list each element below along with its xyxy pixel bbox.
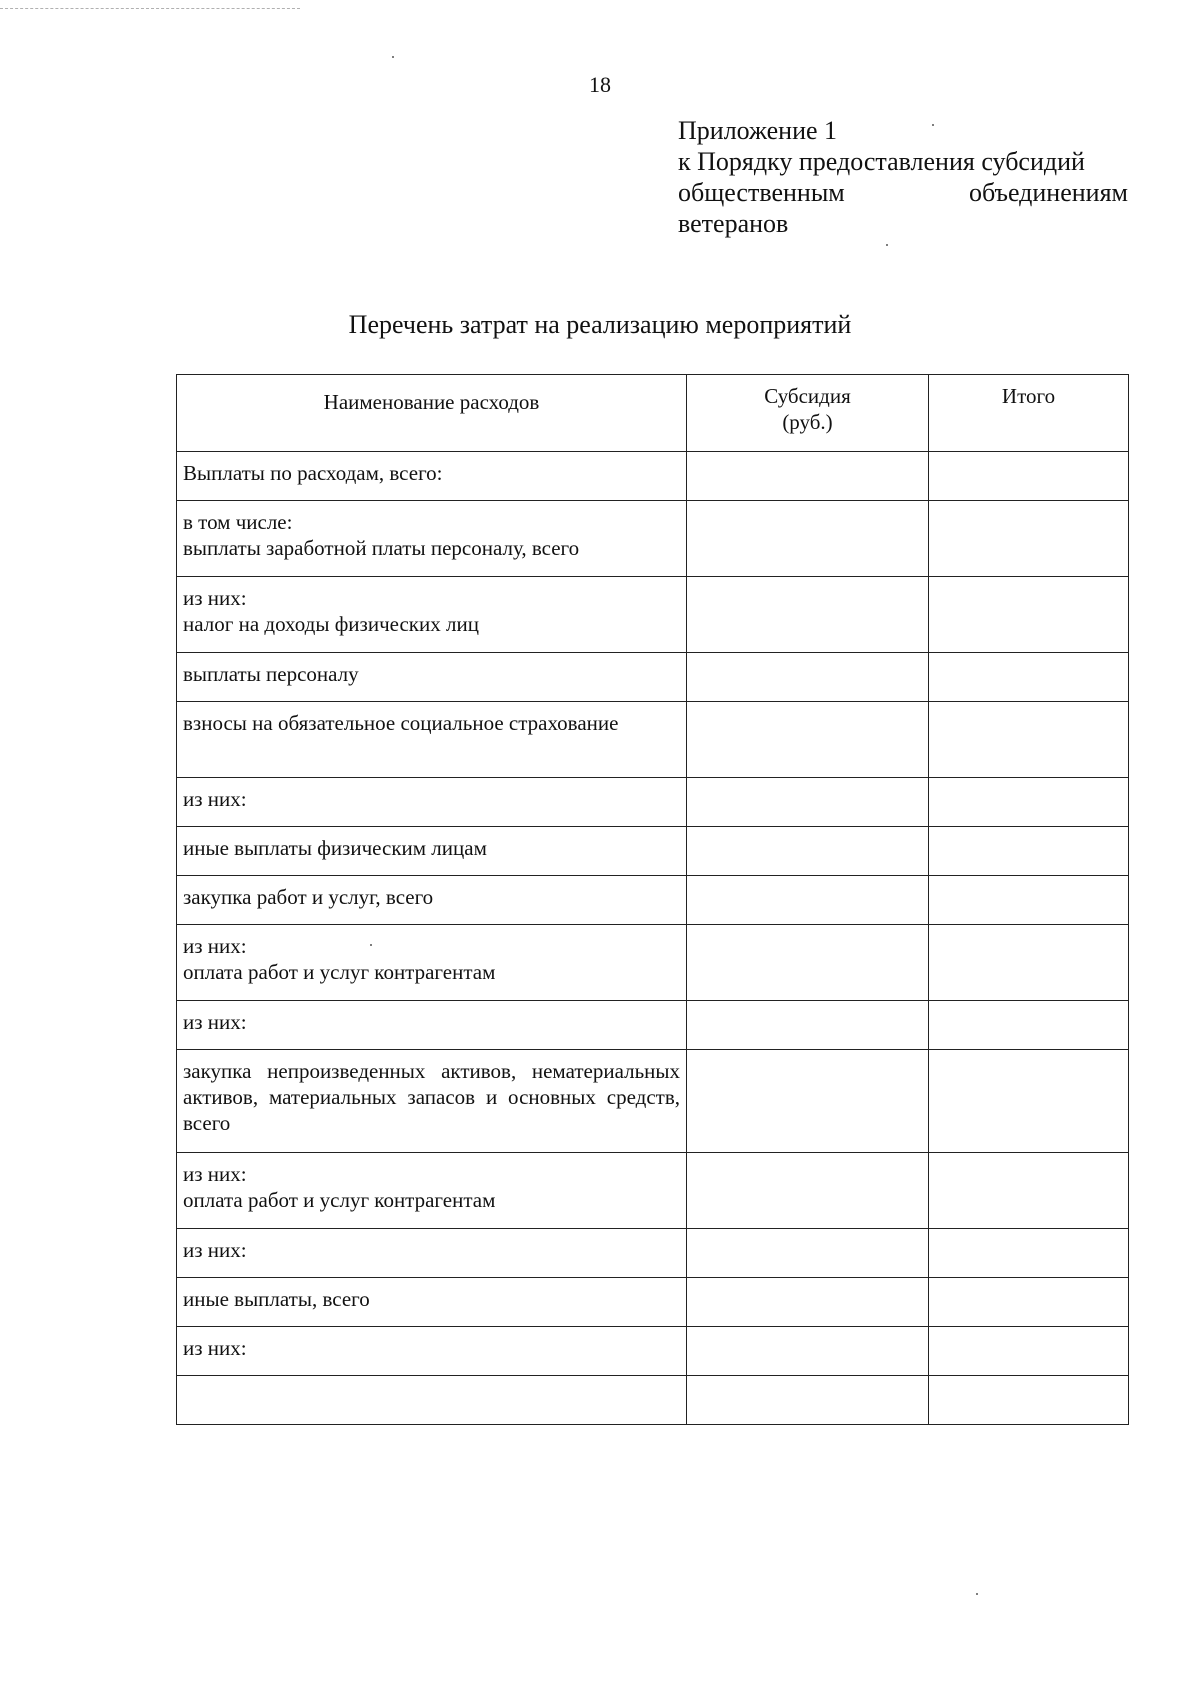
table-row (177, 653, 1129, 702)
page-number: 18 (589, 72, 611, 97)
expense-name: в том числе: (183, 510, 293, 534)
subsidy-cell[interactable] (687, 452, 929, 501)
appendix-word: общественным (678, 178, 845, 207)
expense-name: иные выплаты физическим лицам (183, 836, 487, 860)
expense-name: из них: (183, 1010, 247, 1034)
expense-name: выплаты персоналу (183, 662, 359, 686)
subsidy-cell[interactable] (687, 1001, 929, 1050)
header-label: Наименование расходов (323, 390, 540, 414)
expense-name-cell (177, 1278, 687, 1327)
expense-name: из них: (183, 1336, 247, 1360)
expense-name: закупка непроизведенных активов, нематериальных активов, материальных запасов и основных средств, всего (183, 1059, 680, 1135)
scan-speck (976, 1593, 978, 1595)
total-cell[interactable] (929, 1278, 1129, 1327)
expense-name: закупка работ и услуг, всего (183, 885, 434, 909)
expense-name: иные выплаты, всего (183, 1287, 370, 1311)
expense-name: оплата работ и услуг контрагентам (183, 1188, 496, 1212)
expense-name: из них: (183, 787, 247, 811)
document-title: Перечень затрат на реализацию мероприятий (348, 310, 852, 339)
table-header-row (177, 375, 1129, 452)
table-row (177, 1278, 1129, 1327)
table-row (177, 577, 1129, 653)
expense-name-cell (177, 501, 687, 577)
scan-artifact-line (0, 8, 300, 9)
subsidy-cell[interactable] (687, 653, 929, 702)
header-total (929, 375, 1129, 452)
subsidy-cell[interactable] (687, 876, 929, 925)
total-cell[interactable] (929, 925, 1129, 1001)
total-cell[interactable] (929, 827, 1129, 876)
subsidy-cell[interactable] (687, 1278, 929, 1327)
expense-name-cell (177, 1376, 687, 1425)
appendix-line: к Порядку предоставления субсидий (678, 147, 1085, 176)
header-label: Субсидия (764, 384, 851, 408)
subsidy-cell[interactable] (687, 577, 929, 653)
expense-name-cell (177, 1327, 687, 1376)
expense-name-cell (177, 778, 687, 827)
subsidy-cell[interactable] (687, 1153, 929, 1229)
table-row (177, 778, 1129, 827)
expense-name: Выплаты по расходам, всего: (183, 461, 443, 485)
total-cell[interactable] (929, 501, 1129, 577)
subsidy-cell[interactable] (687, 827, 929, 876)
expense-name: взносы на обязательное социальное страхование (183, 711, 619, 735)
expense-name-cell (177, 876, 687, 925)
appendix-word: объединениям (968, 178, 1128, 207)
expense-name-cell (177, 1153, 687, 1229)
appendix-line-justified (678, 177, 1128, 208)
expense-name: выплаты заработной платы персоналу, всего (183, 536, 580, 560)
expense-name-cell (177, 702, 687, 778)
expense-name-cell (177, 1229, 687, 1278)
subsidy-cell[interactable] (687, 1050, 929, 1153)
subsidy-cell[interactable] (687, 1229, 929, 1278)
expense-name-cell (177, 1001, 687, 1050)
subsidy-cell[interactable] (687, 778, 929, 827)
expense-name: из них: (183, 1162, 247, 1186)
total-cell[interactable] (929, 1229, 1129, 1278)
appendix-header (678, 115, 1128, 239)
table-row (177, 925, 1129, 1001)
total-cell[interactable] (929, 702, 1129, 778)
table-row (177, 501, 1129, 577)
total-cell[interactable] (929, 452, 1129, 501)
total-cell[interactable] (929, 653, 1129, 702)
header-label: Итого (1001, 384, 1056, 408)
table-row (177, 1001, 1129, 1050)
total-cell[interactable] (929, 1327, 1129, 1376)
table-row (177, 1327, 1129, 1376)
table-row (177, 1153, 1129, 1229)
total-cell[interactable] (929, 1050, 1129, 1153)
table-row (177, 827, 1129, 876)
appendix-line: Приложение 1 (678, 116, 838, 145)
total-cell[interactable] (929, 1001, 1129, 1050)
expense-name-cell (177, 925, 687, 1001)
header-subsidy (687, 375, 929, 452)
expense-name-cell (177, 1050, 687, 1153)
table-row (177, 1376, 1129, 1425)
expense-name: оплата работ и услуг контрагентам (183, 960, 496, 984)
subsidy-cell[interactable] (687, 925, 929, 1001)
table-row (177, 876, 1129, 925)
expense-name-cell (177, 827, 687, 876)
expense-name: из них: (183, 586, 247, 610)
expense-name-cell (177, 577, 687, 653)
header-expense-name (177, 375, 687, 452)
subsidy-cell[interactable] (687, 702, 929, 778)
expense-name: налог на доходы физических лиц (183, 612, 479, 636)
expense-name: из них: (183, 1238, 247, 1262)
expense-name-cell (177, 452, 687, 501)
subsidy-cell[interactable] (687, 1327, 929, 1376)
scan-speck (392, 56, 394, 58)
subsidy-cell[interactable] (687, 501, 929, 577)
expense-name-cell (177, 653, 687, 702)
total-cell[interactable] (929, 1376, 1129, 1425)
total-cell[interactable] (929, 1153, 1129, 1229)
header-label: (руб.) (782, 410, 833, 434)
table-row (177, 1050, 1129, 1153)
total-cell[interactable] (929, 577, 1129, 653)
subsidy-cell[interactable] (687, 1376, 929, 1425)
total-cell[interactable] (929, 778, 1129, 827)
total-cell[interactable] (929, 876, 1129, 925)
table-row (177, 702, 1129, 778)
table-row (177, 452, 1129, 501)
appendix-line: ветеранов (678, 209, 789, 238)
expense-name: из них: (183, 934, 247, 958)
expenses-table (176, 374, 1129, 1425)
table-row (177, 1229, 1129, 1278)
scan-speck (886, 244, 888, 246)
